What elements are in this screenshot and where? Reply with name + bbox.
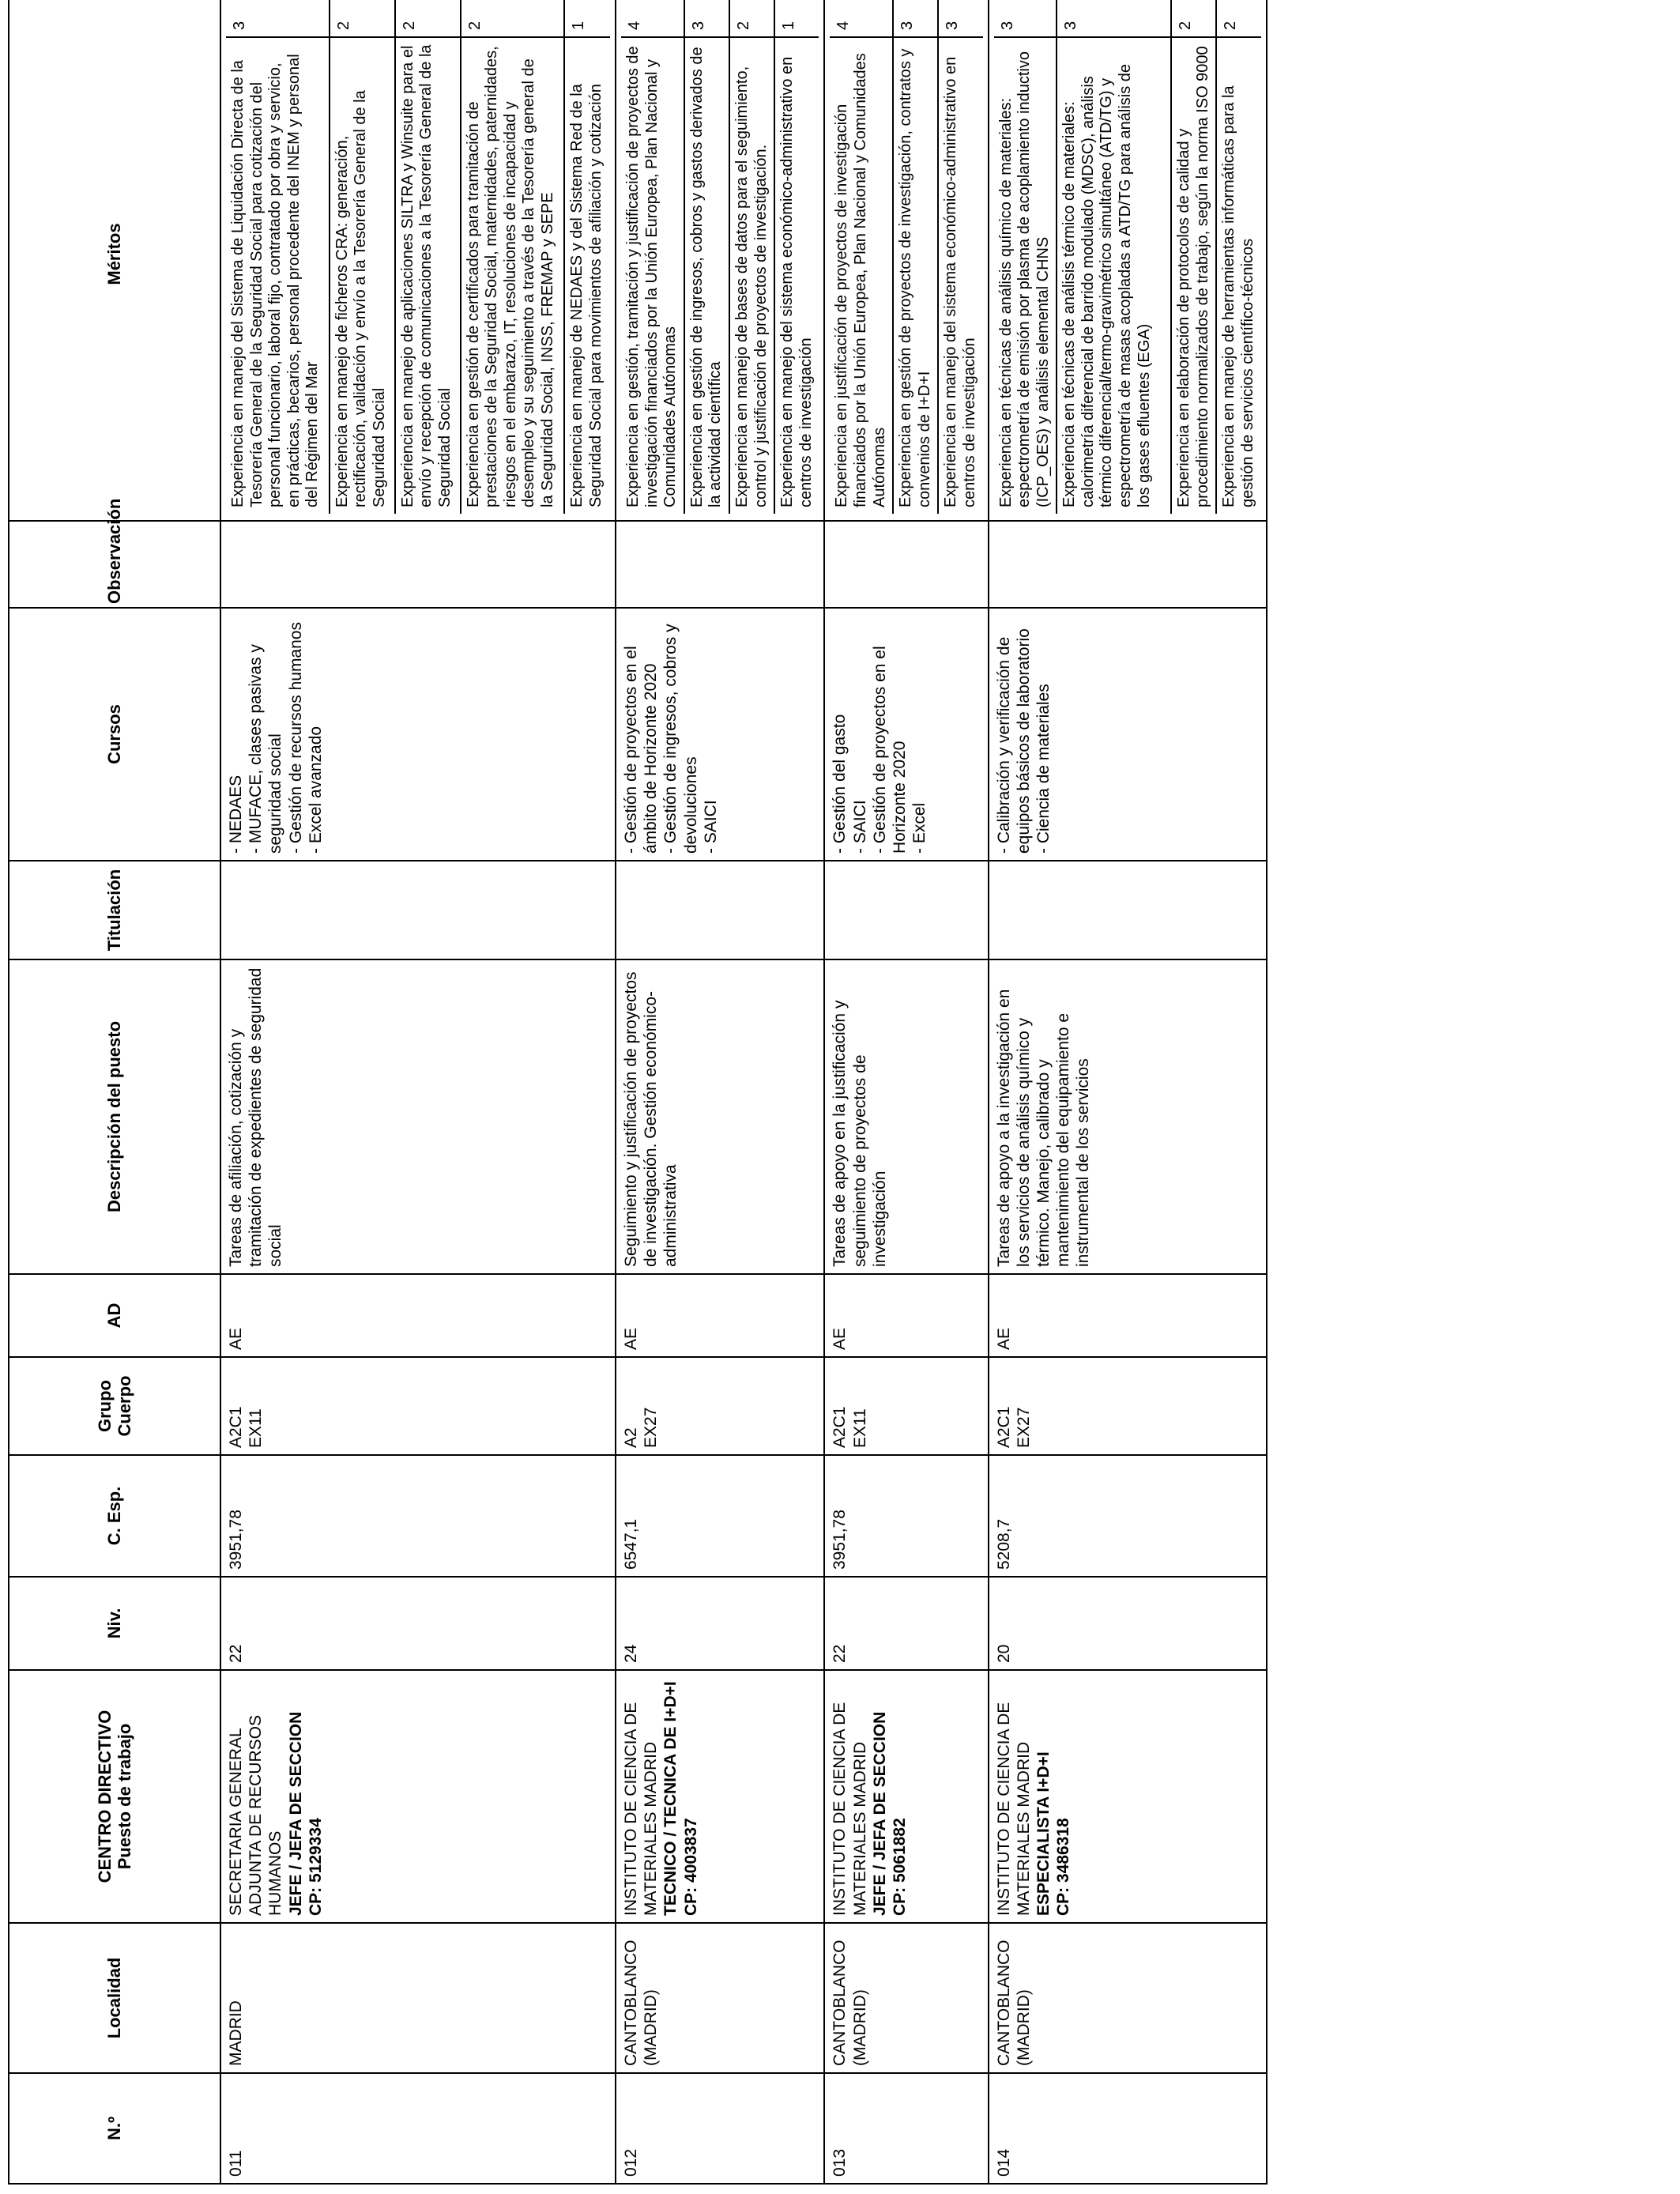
header-cursos: Cursos [9,608,220,861]
merito-item [729,0,774,514]
row-observacion [616,521,824,608]
row-observacion [824,521,988,608]
merito-score: 3 [893,0,938,37]
merito-item [994,0,1057,514]
merito-text: Experiencia en técnicas de análisis térmico de materiales: calorimetría diferencial de barrido modulado (MDSC), análisis térmico diferencial/termo-gravimétrico simultáneo (ATD/TG) y espectrometría de masas acopladas a ATD/TG para análisis de los gases efluentes (EGA) [1057,37,1171,514]
row-centro-puesto [220,1670,616,1923]
table-row [616,0,824,2184]
curso-item: - Calibración y verificación de equipos básicos de laboratorio [994,628,1033,854]
cuerpo: EX11 [850,1408,869,1448]
merito-text: Experiencia en manejo del sistema económico-administrativo en centros de investigación [774,37,819,514]
row-number: 012 [616,2073,824,2184]
cuerpo: EX27 [1014,1407,1033,1448]
codigo-puesto: CP: 3486318 [1054,1818,1073,1916]
centro-directivo: INSTITUTO DE CIENCIA DE MATERIALES MADRID [622,1702,661,1916]
merito-text: Experiencia en manejo del Sistema de Liquidación Directa de la Tesorería General de la Seguridad Social para cotización del personal funcionario, laboral fijo, contratado por obra y servicio, en prácticas, becarios, personal procedente del INEM y personal del Régimen del Mar [226,37,330,514]
codigo-puesto: CP: 5061882 [890,1818,909,1916]
merito-score: 1 [780,21,798,30]
row-nivel: 22 [220,1577,616,1670]
merito-text: Experiencia en gestión de proyectos de investigación, contratos y convenios de I+D+I [893,37,938,514]
header-descripcion: Descripción del puesto [9,959,220,1274]
row-grupo-cuerpo [616,1357,824,1455]
centro-directivo: INSTITUTO DE CIENCIA DE MATERIALES MADRID [831,1702,869,1916]
row-descripcion: Seguimiento y justificación de proyectos de investigación. Gestión económico-administrativa [616,959,824,1274]
row-centro-puesto [824,1670,988,1923]
job-positions-table [8,0,1268,2185]
puesto-trabajo: JEFE / JEFA DE SECCION [870,1711,889,1916]
table-row [220,0,616,2184]
row-meritos [824,0,988,521]
merito-score: 4 [621,0,684,37]
row-nivel: 20 [989,1577,1267,1670]
row-descripcion: Tareas de apoyo a la investigación en los servicios de análisis químico y térmico. Manejo, calibrado y mantenimiento del equipamiento e instrumental de los servicios [989,959,1267,1274]
header-meritos: Méritos [9,0,220,521]
merito-item [1057,0,1171,514]
merito-score: 2 [1171,0,1216,37]
merito-text: Experiencia en técnicas de análisis químico de materiales: espectrometría de emisión por plasma de acoplamiento inductivo (ICP_OES) y análisis elemental CHNS [994,37,1057,514]
grupo: A2C1 [831,1406,849,1448]
merito-score: 2 [729,0,774,37]
curso-item: - Gestión de ingresos, cobros y devoluciones [661,624,700,854]
codigo-puesto: CP: 4003837 [681,1818,700,1916]
row-meritos [616,0,824,521]
header-titulacion: Titulación [9,861,220,959]
curso-item: - Gestión del gasto [831,714,849,854]
row-complemento-especifico: 6547,1 [616,1455,824,1577]
grupo: A2C1 [227,1406,245,1448]
merito-text: Experiencia en manejo de ficheros CRA: generación, rectificación, validación y envío a la Tesorería General de la Seguridad Social [330,37,395,514]
header-grupo: Grupo Cuerpo [9,1357,220,1455]
header-num: N.º [9,2073,220,2184]
row-number: 014 [989,2073,1267,2184]
row-descripcion: Tareas de apoyo en la justificación y seguimiento de proyectos de investigación [824,959,988,1274]
merito-item [1216,0,1260,514]
codigo-puesto: CP: 5129334 [306,1818,325,1916]
header-localidad: Localidad [9,1923,220,2073]
row-localidad: CANTOBLANCO (MADRID) [989,1923,1267,2073]
curso-item: - NEDAES [227,775,245,854]
row-nivel: 22 [824,1577,988,1670]
curso-item: - Ciencia de materiales [1034,684,1053,854]
merito-item [621,0,684,514]
merito-score: 4 [830,0,893,37]
row-number: 013 [824,2073,988,2184]
row-titulacion [824,861,988,959]
row-cursos [824,608,988,861]
curso-item: - Gestión de recursos humanos [286,622,305,854]
row-localidad: CANTOBLANCO (MADRID) [616,1923,824,2073]
merito-text: Experiencia en gestión de certificados para tramitación de prestaciones de la Seguridad Social, maternidades, paternidades, riesgos en el embarazo, IT, resoluciones de incapacidad y desempleo y su seguimiento a través de la Tesorería general de la Seguridad Social, INSS, FREMAP y SEPE [461,37,565,514]
row-cursos [220,608,616,861]
row-grupo-cuerpo [824,1357,988,1455]
cuerpo: EX27 [642,1407,661,1448]
merito-item [1171,0,1216,514]
row-meritos [989,0,1267,521]
merito-item [395,0,461,514]
merito-score: 2 [461,0,565,37]
row-complemento-especifico: 3951,78 [220,1455,616,1577]
curso-item: - Gestión de proyectos en el Horizonte 2020 [870,646,909,854]
merito-text: Experiencia en gestión, tramitación y justificación de proyectos de investigación financiados por la Unión Europea, Plan Nacional y Comunidades Autónomas [621,37,684,514]
merito-item [774,0,819,514]
row-descripcion: Tareas de afiliación, cotización y tramitación de expedientes de seguridad social [220,959,616,1274]
grupo: A2 [622,1427,640,1448]
header-row [9,0,220,2184]
cuerpo: EX11 [247,1408,266,1448]
row-cursos [989,608,1267,861]
merito-score: 2 [330,0,395,37]
centro-directivo: INSTITUTO DE CIENCIA DE MATERIALES MADRID [994,1702,1033,1916]
merito-item [461,0,565,514]
merito-score: 1 [570,21,588,30]
merito-text: Experiencia en manejo del sistema económico-administrativo en centros de investigación [938,37,982,514]
header-ad: AD [9,1274,220,1357]
merito-score: 3 [994,0,1057,37]
header-cesp: C. Esp. [9,1455,220,1577]
row-centro-puesto [989,1670,1267,1923]
merito-score: 2 [395,0,461,37]
row-grupo-cuerpo [220,1357,616,1455]
merito-text: Experiencia en manejo de NEDAES y del Sistema Red de la Seguridad Social para movimientos de afiliación y cotización [564,37,610,514]
curso-item: - SAICI [701,800,720,854]
merito-item [938,0,982,514]
merito-item [830,0,893,514]
header-nivel: Niv. [9,1577,220,1670]
curso-item: - MUFACE, clases pasivas y seguridad social [247,644,285,854]
row-ad: AE [989,1274,1267,1357]
header-observacion: Observación [9,521,220,608]
row-complemento-especifico: 5208,7 [989,1455,1267,1577]
row-centro-puesto [616,1670,824,1923]
header-centro: CENTRO DIRECTIVO Puesto de trabajo [9,1670,220,1923]
row-cursos [616,608,824,861]
merito-text: Experiencia en gestión de ingresos, cobros y gastos derivados de la actividad científica [684,37,729,514]
row-localidad: CANTOBLANCO (MADRID) [824,1923,988,2073]
puesto-trabajo: ESPECIALISTA I+D+I [1034,1751,1053,1916]
row-meritos [220,0,616,521]
merito-score: 2 [1222,21,1240,30]
merito-text: Experiencia en manejo de bases de datos para el seguimiento, control y justificación de proyectos de investigación. [729,37,774,514]
centro-directivo: SECRETARIA GENERAL ADJUNTA DE RECURSOS HUMANOS [227,1715,285,1916]
curso-item: - Excel avanzado [306,726,325,854]
table-row [824,0,988,2184]
merito-item [564,0,610,514]
curso-item: - SAICI [850,800,869,854]
row-titulacion [220,861,616,959]
merito-score: 3 [226,0,330,37]
row-ad: AE [824,1274,988,1357]
puesto-trabajo: JEFE / JEFA DE SECCION [286,1711,305,1916]
merito-score: 3 [684,0,729,37]
row-number: 011 [220,2073,616,2184]
merito-score: 3 [1057,0,1171,37]
row-complemento-especifico: 3951,78 [824,1455,988,1577]
row-titulacion [989,861,1267,959]
curso-item: - Excel [910,802,929,854]
merito-item [684,0,729,514]
merito-score: 3 [944,21,962,30]
row-grupo-cuerpo [989,1357,1267,1455]
curso-item: - Gestión de proyectos en el ámbito de Horizonte 2020 [622,646,661,854]
merito-text: Experiencia en elaboración de protocolos de calidad y procedimiento normalizados de trabajo, según la norma ISO 9000 [1171,37,1216,514]
row-nivel: 24 [616,1577,824,1670]
merito-text: Experiencia en justificación de proyectos de investigación financiados por la Unión Europea, Plan Nacional y Comunidades Autónomas [830,37,893,514]
merito-item [893,0,938,514]
row-observacion [220,521,616,608]
merito-item [330,0,395,514]
row-titulacion [616,861,824,959]
row-ad: AE [220,1274,616,1357]
grupo: A2C1 [994,1406,1013,1448]
row-observacion [989,521,1267,608]
merito-item [226,0,330,514]
puesto-trabajo: TECNICO / TECNICA DE I+D+I [661,1681,680,1916]
table-row [989,0,1267,2184]
merito-text: Experiencia en manejo de herramientas informáticas para la gestión de servicios científico-técnicos [1216,37,1260,514]
merito-text: Experiencia en manejo de aplicaciones SILTRA y Winsuite para el envío y recepción de comunicaciones a la Tesorería General de la Seguridad Social [395,37,461,514]
row-localidad: MADRID [220,1923,616,2073]
row-ad: AE [616,1274,824,1357]
